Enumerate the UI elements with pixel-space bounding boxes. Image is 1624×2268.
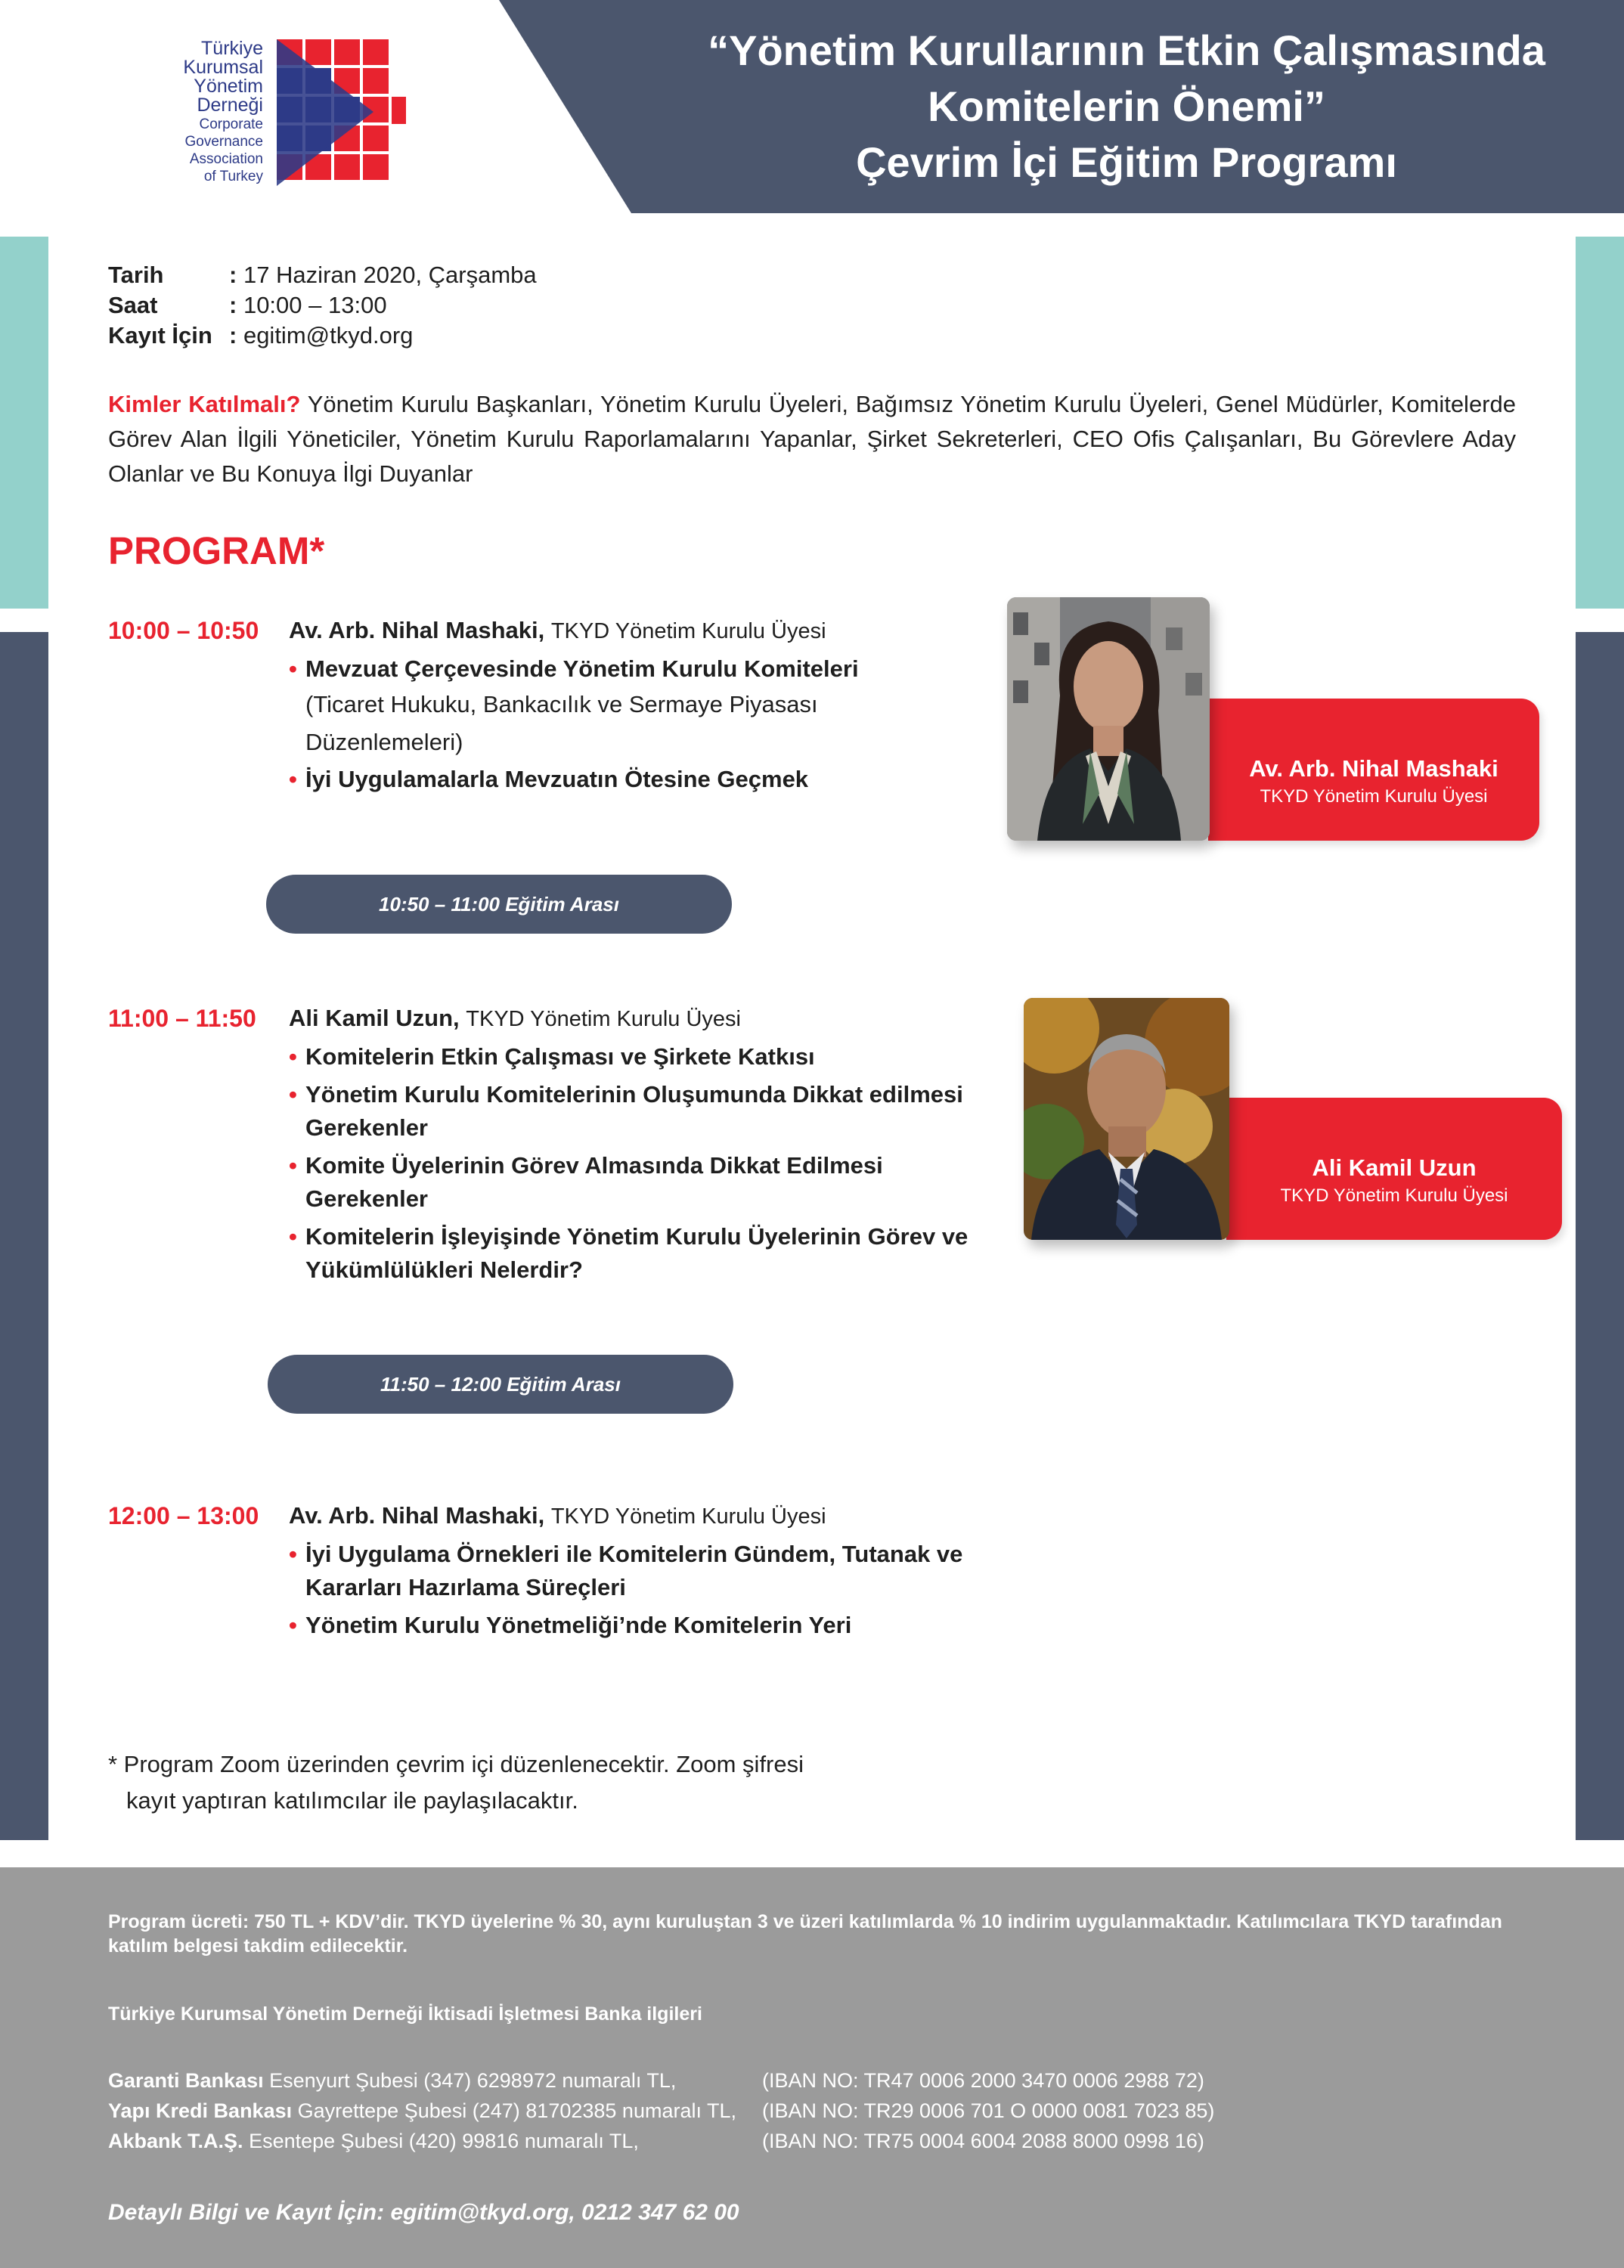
speaker-role: TKYD Yönetim Kurulu Üyesi <box>466 1007 741 1031</box>
logo-line: Kurumsal <box>183 57 263 78</box>
session-2-speaker <box>289 1002 992 1036</box>
audience-paragraph <box>108 387 1516 491</box>
logo-line: Yönetim <box>194 76 263 97</box>
title-line-2: Komitelerin Önemi” <box>928 82 1325 130</box>
session-2-time: 11:00 – 11:50 <box>108 1005 256 1032</box>
speaker-card-1 <box>1208 699 1539 841</box>
bank-detail: Gayrettepe Şubesi (247) 81702385 numaralı TL, <box>297 2099 736 2122</box>
right-slate-bar <box>1576 632 1624 1840</box>
logo-en-line: Association <box>189 151 263 167</box>
speaker-photo-2 <box>1024 998 1229 1240</box>
session-3-topic: • Yönetim Kurulu Yönetmeliği’nde Komitelerin Yeri <box>289 1609 992 1642</box>
session-3-speaker <box>289 1499 992 1533</box>
bank-name: Garanti Bankası <box>108 2069 264 2092</box>
bank-heading: Türkiye Kurumsal Yönetim Derneği İktisadi İşletmesi Banka ilgileri <box>108 2003 702 2025</box>
session-1-speaker <box>289 614 984 648</box>
session-3-topic: • İyi Uygulama Örnekleri ile Komitelerin Gündem, Tutanak ve Kararları Hazırlama Süreçleri <box>289 1538 992 1604</box>
speaker-card-role: TKYD Yönetim Kurulu Üyesi <box>1280 1185 1508 1206</box>
bank-detail: Esenyurt Şubesi (347) 6298972 numaralı TL, <box>269 2069 677 2092</box>
break-1-pill: 10:50 – 11:00 Eğitim Arası <box>266 875 732 934</box>
bank-detail: Esentepe Şubesi (420) 99816 numaralı TL, <box>249 2130 639 2152</box>
page-title <box>680 23 1573 191</box>
contact-info[interactable]: Detaylı Bilgi ve Kayıt İçin: egitim@tkyd.org, 0212 347 62 00 <box>108 2200 739 2225</box>
zoom-note <box>108 1746 804 1819</box>
logo-cell <box>334 39 360 65</box>
session-2-topic: • Yönetim Kurulu Komitelerinin Oluşumunda Dikkat edilmesi Gerekenler <box>289 1078 992 1145</box>
date-label: Tarih <box>108 262 164 288</box>
registration-email[interactable]: egitim@tkyd.org <box>243 322 414 349</box>
speaker-card-2 <box>1226 1098 1562 1240</box>
time-label: Saat <box>108 292 158 318</box>
session-2-topic: • Komitelerin İşleyişinde Yönetim Kurulu Üyelerinin Görev ve Yükümlülükleri Nelerdir? <box>289 1220 992 1287</box>
bank-iban: (IBAN NO: TR75 0004 6004 2088 8000 0998 16) <box>762 2130 1204 2152</box>
program-heading: PROGRAM* <box>108 529 325 572</box>
portrait-woman-icon <box>1007 597 1210 841</box>
fee-detail: 750 TL + KDV’dir. TKYD üyelerine % 30, aynı kuruluştan 3 ve üzeri katılımlarda % 10 indirim uygulanmaktadır. Katılımcılara TKYD tarafından katılım belgesi takdim edilecektir. <box>108 1911 1502 1957</box>
logo-cell <box>363 68 389 94</box>
session-3-time: 12:00 – 13:00 <box>108 1502 259 1529</box>
bank-row <box>108 2065 676 2096</box>
logo-cell <box>363 39 389 65</box>
session-1-subtopic: Düzenlemeleri) <box>305 729 463 755</box>
separator: : <box>229 322 237 349</box>
session-1-time: 10:00 – 10:50 <box>108 617 259 644</box>
speaker-role: TKYD Yönetim Kurulu Üyesi <box>550 1504 826 1529</box>
logo-en-line: of Turkey <box>203 169 263 184</box>
bank-iban: (IBAN NO: TR47 0006 2000 3470 0006 2988 72) <box>762 2069 1204 2092</box>
bank-row <box>108 2096 736 2126</box>
right-teal-bar <box>1576 237 1624 609</box>
audience-label: Kimler Katılmalı? <box>108 391 301 417</box>
logo-text <box>151 39 263 184</box>
note-line: * Program Zoom üzerinden çevrim içi düzenlenecektir. Zoom şifresi <box>108 1751 804 1777</box>
logo-cell <box>305 39 331 65</box>
speaker-name: Ali Kamil Uzun, <box>289 1005 460 1031</box>
event-info <box>108 260 537 351</box>
session-1-subtopic: (Ticaret Hukuku, Bankacılık ve Sermaye Piyasası <box>305 691 818 717</box>
speaker-role: TKYD Yönetim Kurulu Üyesi <box>550 619 826 643</box>
date-value: 17 Haziran 2020, Çarşamba <box>243 262 537 288</box>
left-teal-bar <box>0 237 48 609</box>
logo-en-line: Governance <box>184 134 263 150</box>
logo-cell <box>363 125 389 151</box>
logo-cell <box>392 97 406 124</box>
speaker-name: Av. Arb. Nihal Mashaki, <box>289 1502 545 1529</box>
logo-grid-icon <box>275 38 408 189</box>
logo-line: Türkiye <box>201 38 263 59</box>
logo-cell <box>363 154 389 180</box>
logo-en-line: Corporate <box>199 116 263 132</box>
speaker-name: Av. Arb. Nihal Mashaki, <box>289 617 545 643</box>
separator: : <box>229 292 237 318</box>
bank-name: Akbank T.A.Ş. <box>108 2130 243 2152</box>
separator: : <box>229 262 237 288</box>
session-3 <box>289 1499 992 1642</box>
session-1 <box>289 614 984 796</box>
left-slate-bar <box>0 632 48 1840</box>
bank-row <box>108 2126 639 2156</box>
speaker-card-name: Av. Arb. Nihal Mashaki <box>1249 755 1498 782</box>
time-value: 10:00 – 13:00 <box>243 292 387 318</box>
session-2-topic: • Komitelerin Etkin Çalışması ve Şirkete Katkısı <box>289 1040 992 1074</box>
fee-text <box>108 1910 1516 1958</box>
session-2 <box>289 1002 992 1287</box>
registration-label: Kayıt İçin <box>108 322 212 349</box>
date-row <box>108 260 537 290</box>
bank-name: Yapı Kredi Bankası <box>108 2099 293 2122</box>
logo-cell <box>334 154 360 180</box>
time-row <box>108 290 537 321</box>
title-line-3: Çevrim İçi Eğitim Programı <box>856 138 1397 186</box>
speaker-photo-1 <box>1007 597 1210 841</box>
note-line: kayıt yaptıran katılımcılar ile paylaşılacaktır. <box>126 1787 578 1814</box>
speaker-card-name: Ali Kamil Uzun <box>1312 1154 1477 1181</box>
session-1-topic: • Mevzuat Çerçevesinde Yönetim Kurulu Komiteleri <box>289 652 984 686</box>
title-line-1: “Yönetim Kurullarının Etkin Çalışmasında <box>708 26 1545 74</box>
footer <box>0 1867 1624 2268</box>
break-2-pill: 11:50 – 12:00 Eğitim Arası <box>268 1355 733 1414</box>
logo-line: Derneği <box>197 94 263 116</box>
registration-row <box>108 321 537 351</box>
session-2-topic: • Komite Üyelerinin Görev Almasında Dikkat Edilmesi Gerekenler <box>289 1149 992 1216</box>
fee-label: Program ücreti: <box>108 1911 249 1932</box>
session-1-topic: • İyi Uygulamalarla Mevzuatın Ötesine Geçmek <box>289 763 984 796</box>
bank-iban: (IBAN NO: TR29 0006 701 O 0000 0081 7023 85) <box>762 2099 1215 2122</box>
portrait-man-icon <box>1024 998 1229 1240</box>
audience-text: Yönetim Kurulu Başkanları, Yönetim Kurulu Üyeleri, Bağımsız Yönetim Kurulu Üyeleri, Genel Müdürler, Komitelerde Görev Alan İlgili Yöneticiler, Yönetim Kurulu Raporlamalarını Yapanlar, Şirket Sekreterleri, CEO Ofis Çalışanları, Bu Görevlere Aday Olanlar ve Bu Konuya İlgi Duyanlar <box>108 391 1516 487</box>
speaker-card-role: TKYD Yönetim Kurulu Üyesi <box>1260 786 1488 807</box>
